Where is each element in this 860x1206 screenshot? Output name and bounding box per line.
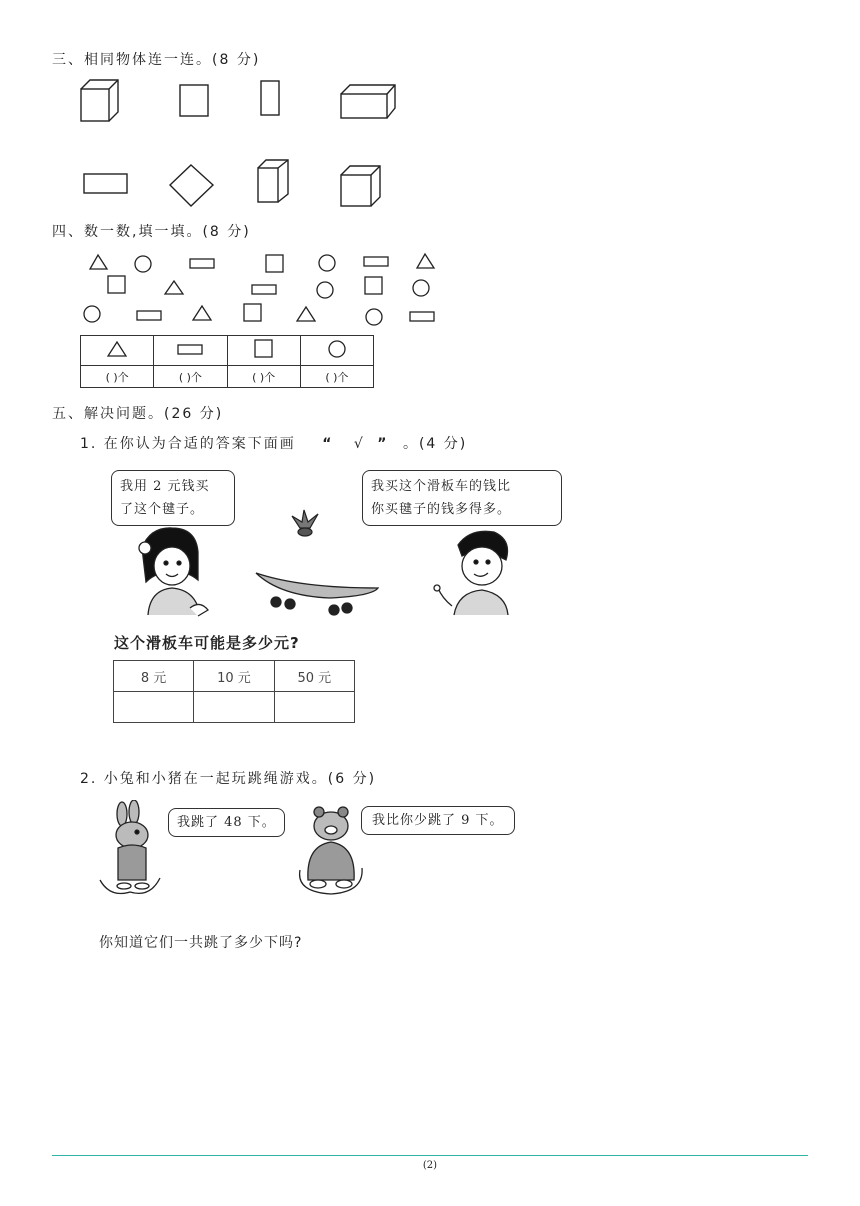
rabbit-speech-bubble: 我跳了 48 下。 [168,808,285,837]
pig-figure [300,807,363,894]
count-table [80,335,374,388]
answer-cell-10[interactable] [194,692,274,723]
cube-shape-2 [341,166,380,206]
rectangle-shape [84,174,127,193]
circle-count-blank[interactable]: ( )个 [300,366,373,388]
square-header [227,336,300,366]
shuttlecock-figure [292,510,318,536]
boy-figure [434,531,508,615]
girl-speech-line1: 我用 2 元钱买 [120,479,210,494]
q1-prompt-text: 1. 在你认为合适的答案下面画 [80,436,296,452]
pig-speech-bubble: 我比你少跳了 9 下。 [361,806,515,835]
q1-illustration [100,500,580,625]
price-options-table [113,660,355,723]
boy-speech-line2: 你买毽子的钱多得多。 [371,502,512,517]
q1-question: 这个滑板车可能是多少元? [114,634,300,652]
footer-divider [52,1155,808,1156]
tall-cuboid-shape [258,160,288,202]
girl-figure [139,528,208,616]
option-50-yuan: 50 元 [274,661,354,692]
q1-check-mark: √ [353,436,365,452]
option-8-yuan: 8 元 [114,661,194,692]
answer-cell-50[interactable] [274,692,354,723]
girl-speech-line2: 了这个毽子。 [120,502,205,517]
section4-heading: 四、数一数,填一填。(8 分) [52,224,251,240]
section4-shapes [0,240,860,340]
option-10-yuan: 10 元 [194,661,274,692]
rabbit-figure [100,800,160,894]
skateboard-figure [256,573,378,615]
q2-question: 你知道它们一共跳了多少下吗? [99,935,303,951]
square-count-blank[interactable]: ( )个 [227,366,300,388]
rectangle-header [154,336,227,366]
q1-points: 。(4 分) [402,436,468,452]
triangle-header [81,336,154,366]
triangle-count-blank[interactable]: ( )个 [81,366,154,388]
section5-heading: 五、解决问题。(26 分) [52,406,224,422]
rectangle-count-blank[interactable]: ( )个 [154,366,227,388]
q1-prompt [80,433,467,453]
page-number: (2) [422,1160,438,1171]
section3-heading: 三、相同物体连一连。(8 分) [52,52,261,68]
tall-rectangle-shape [261,81,279,115]
section3-shapes [0,0,860,220]
q2-prompt: 2. 小兔和小猪在一起玩跳绳游戏。(6 分) [80,771,377,787]
q1-quote-open: “ [322,436,334,452]
q1-quote-close: ” [377,436,389,452]
cube-shape [81,80,118,121]
boy-speech-line1: 我买这个滑板车的钱比 [371,479,512,494]
diamond-shape [170,165,213,206]
square-shape [180,85,208,116]
answer-cell-8[interactable] [114,692,194,723]
cuboid-shape [341,85,395,118]
circle-header [300,336,373,366]
